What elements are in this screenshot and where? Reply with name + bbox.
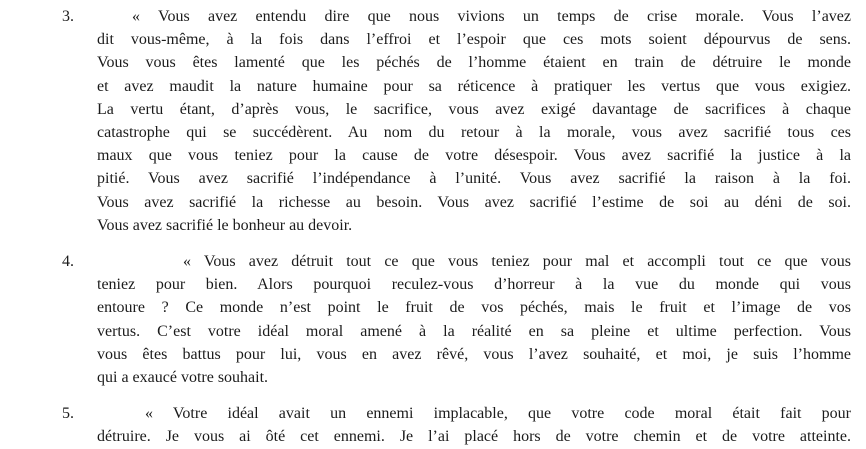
text-line: et avez maudit la nature humaine pour sa réticence à pratiquer les vertus que vous exigiez. [97, 77, 851, 95]
text-line: vertus. C’est votre idéal moral amené à la réalité en sa pleine et ultime perfection. Vous [97, 322, 851, 340]
paragraph-number: 4. [62, 253, 74, 271]
text-line: catastrophe qui se succédèrent. Au nom du retour à la morale, vous avez sacrifié tous ces [97, 124, 851, 142]
paragraph-4 [62, 250, 851, 389]
text-line: teniez pour bien. Alors pourquoi reculez-vous d’horreur à la vue du monde qui vous [97, 276, 851, 294]
text-line: « Vous avez entendu dire que nous vivions un temps de crise morale. Vous l’avez [132, 8, 851, 25]
text-line: Vous avez sacrifié le bonheur au devoir. [97, 216, 353, 234]
text-line: « Vous avez détruit tout ce que vous teniez pour mal et accompli tout ce que vous [183, 253, 851, 271]
text-line: vous êtes battus pour lui, vous en avez rêvé, vous l’avez souhaité, et moi, je suis l’homme [97, 345, 851, 363]
paragraph-body [97, 250, 851, 389]
text-line: dit vous-même, à la fois dans l’effroi et l’espoir que ces mots soient dépourvus de sens. [97, 31, 851, 49]
text-line: entoure ? Ce monde n’est point le fruit de vos péchés, mais le fruit et l’image de vos [97, 299, 851, 317]
text-line: maux que vous teniez pour la cause de votre désespoir. Vous avez sacrifié la justice à la [97, 147, 851, 165]
paragraph-body [97, 402, 851, 448]
text-line: qui a exaucé votre souhait. [97, 369, 269, 387]
paragraph-3 [62, 5, 851, 237]
paragraph-5 [62, 402, 851, 448]
paragraph-number: 5. [62, 405, 74, 423]
paragraph-body [97, 5, 851, 237]
text-line: La vertu étant, d’après vous, le sacrifice, vous avez exigé davantage de sacrifices à chaque [97, 100, 851, 118]
text-line: Vous avez sacrifié la richesse au besoin. Vous avez sacrifié l’estime de soi au déni de soi. [97, 193, 851, 211]
paragraph-number: 3. [62, 8, 74, 25]
text-line: Vous vous êtes lamenté que les péchés de l’homme étaient en train de détruire le monde [97, 54, 851, 72]
text-line: pitié. Vous avez sacrifié l’indépendance à l’unité. Vous avez sacrifié la raison à la foi. [97, 170, 851, 188]
text-line: « Votre idéal avait un ennemi implacable, que votre code moral était fait pour [145, 405, 851, 423]
text-line: détruire. Je vous ai ôté cet ennemi. Je l’ai placé hors de votre chemin et de votre atteinte. [97, 428, 851, 446]
